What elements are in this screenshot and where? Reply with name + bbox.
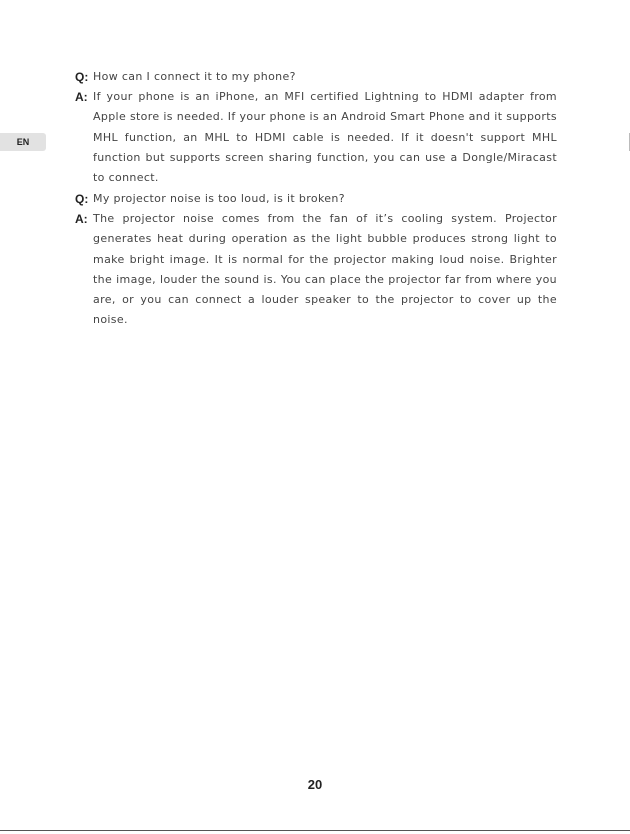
answer-marker: A: — [75, 90, 88, 105]
question-text: How can I connect it to my phone? — [93, 70, 296, 83]
answer-text: The projector noise comes from the fan of it’s cooling system. Projector generates heat during operation as the light bubble produces strong light to make bright image. It is normal for the projector making loud noise. Brighter the image, louder the sound is. You can place the projector far from where you are, or you can connect a louder speaker to the projector to cover up the noise. — [93, 212, 557, 327]
answer-row — [75, 87, 557, 188]
bottom-divider — [0, 830, 630, 831]
answer-text: If your phone is an iPhone, an MFI certified Lightning to HDMI adapter from Apple store is needed. If your phone is an Android Smart Phone and it supports MHL function, an MHL to HDMI cable is needed. If it doesn't support MHL function but supports screen sharing function, you can use a Dongle/Miracast to connect. — [93, 90, 557, 185]
language-tab: EN — [0, 133, 46, 151]
faq-item — [75, 189, 557, 330]
answer-marker: A: — [75, 212, 88, 227]
answer-row — [75, 209, 557, 330]
question-text: My projector noise is too loud, is it broken? — [93, 192, 345, 205]
page-number: 20 — [307, 777, 323, 792]
question-row — [75, 67, 557, 87]
question-marker: Q: — [75, 192, 89, 206]
question-row — [75, 189, 557, 209]
question-marker: Q: — [75, 70, 89, 84]
faq-item — [75, 67, 557, 188]
